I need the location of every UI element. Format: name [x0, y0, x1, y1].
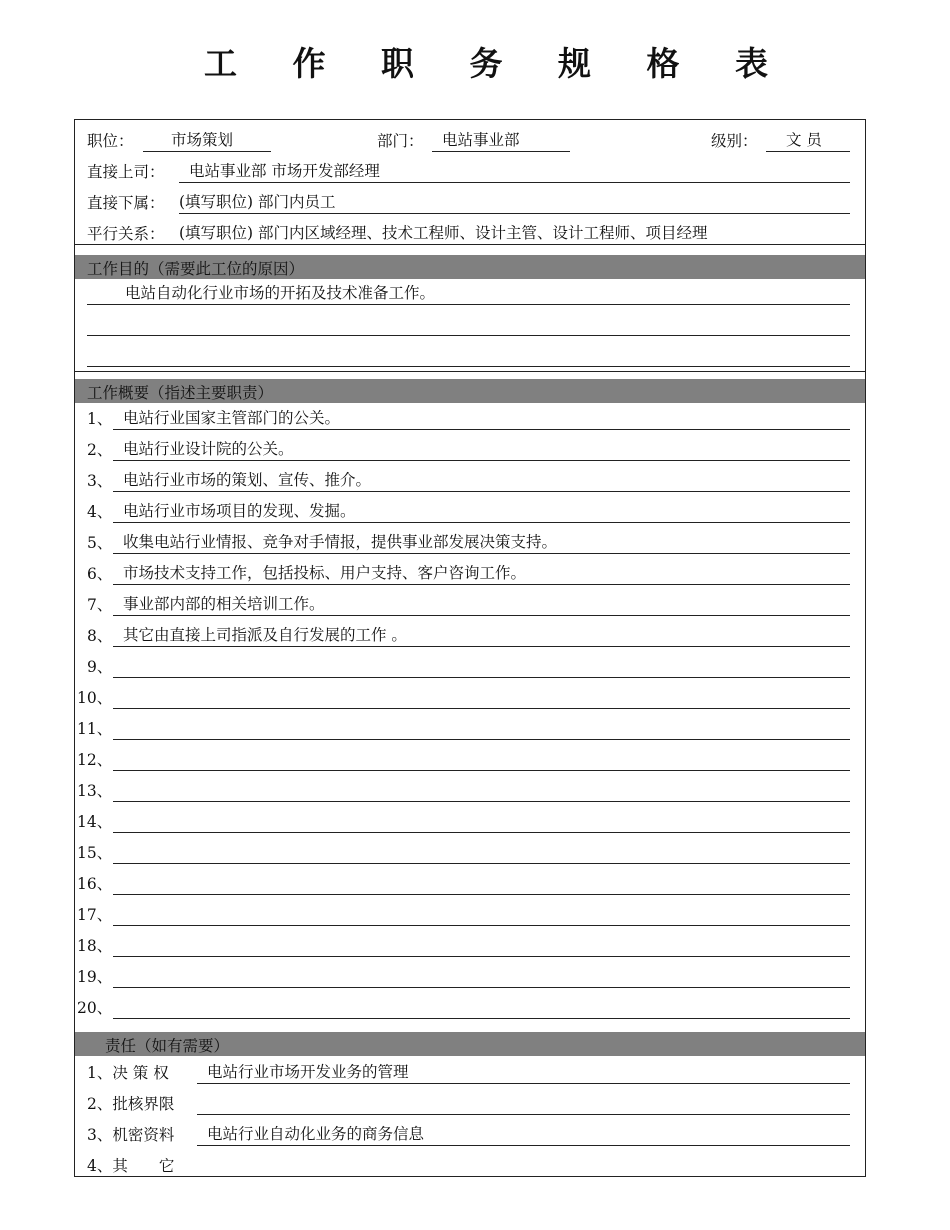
summary-item-field[interactable]: [113, 531, 850, 554]
responsibility-item-label: 4、其 它: [87, 1157, 175, 1175]
summary-item-field[interactable]: [113, 903, 850, 926]
summary-item-field[interactable]: [113, 965, 850, 988]
peer-label: 平行关系：: [87, 225, 165, 243]
summary-item: [75, 588, 865, 619]
supervisor-label: 直接上司：: [87, 163, 165, 181]
summary-item-field[interactable]: [113, 624, 850, 647]
summary-item-field[interactable]: [113, 469, 850, 492]
summary-item-number: 5、: [87, 534, 113, 552]
responsibility-item: [75, 1149, 865, 1180]
summary-item-number: 17、: [77, 906, 113, 924]
summary-item-text: 电站行业市场项目的发现、发掘。: [123, 502, 356, 520]
responsibility-item-field[interactable]: [197, 1061, 850, 1084]
summary-item: [75, 743, 865, 774]
responsibility-item-text: 电站行业市场开发业务的管理: [207, 1063, 409, 1081]
purpose-line-field[interactable]: [87, 282, 850, 305]
summary-item-number: 6、: [87, 565, 113, 583]
responsibility-item-label: 3、机密资料: [87, 1126, 175, 1144]
summary-item-text: 其它由直接上司指派及自行发展的工作 。: [123, 626, 407, 644]
purpose-line: [75, 277, 865, 308]
summary-item-field[interactable]: [113, 407, 850, 430]
purpose-line-field[interactable]: [87, 313, 850, 336]
summary-item-number: 13、: [77, 782, 113, 800]
subordinate-value: (填写职位) 部门内员工: [179, 193, 336, 211]
responsibility-item-field[interactable]: [197, 1154, 850, 1177]
summary-item: [75, 898, 865, 929]
summary-item-number: 11、: [77, 720, 113, 738]
summary-item-number: 8、: [87, 627, 113, 645]
purpose-line: [75, 308, 865, 339]
page-title: 工 作 职 务 规 格 表: [204, 44, 790, 83]
summary-item-text: 电站行业市场的策划、宣传、推介。: [123, 471, 372, 489]
summary-item: [75, 991, 865, 1022]
level-label: 级别：: [711, 132, 758, 150]
summary-item: [75, 774, 865, 805]
position-field[interactable]: [143, 129, 271, 152]
summary-item-text: 电站行业设计院的公关。: [123, 440, 294, 458]
responsibility-item-field[interactable]: [197, 1123, 850, 1146]
position-label: 职位：: [87, 132, 134, 150]
summary-item-number: 12、: [77, 751, 113, 769]
subordinate-label: 直接下属：: [87, 194, 165, 212]
purpose-line-text: 电站自动化行业市场的开拓及技术准备工作。: [125, 284, 436, 302]
summary-item: [75, 805, 865, 836]
peer-field[interactable]: [179, 222, 850, 245]
summary-item-number: 15、: [77, 844, 113, 862]
summary-heading: [75, 379, 865, 403]
summary-item-number: 1、: [87, 410, 113, 428]
divider: [75, 371, 865, 372]
responsibility-heading: [75, 1032, 865, 1056]
job-spec-form: [74, 119, 866, 1177]
summary-item: [75, 557, 865, 588]
summary-item: [75, 495, 865, 526]
summary-item-text: 事业部内部的相关培训工作。: [123, 595, 325, 613]
summary-item-field[interactable]: [113, 810, 850, 833]
responsibility-heading-text: 责任（如有需要）: [105, 1037, 230, 1055]
summary-item-field[interactable]: [113, 779, 850, 802]
responsibility-item-label: 1、决 策 权: [87, 1064, 169, 1082]
department-value: 电站事业部: [442, 131, 520, 149]
summary-item-number: 16、: [77, 875, 113, 893]
summary-item: [75, 929, 865, 960]
summary-item-field[interactable]: [113, 655, 850, 678]
summary-item-field[interactable]: [113, 500, 850, 523]
supervisor-field[interactable]: [179, 160, 850, 183]
responsibility-item: [75, 1087, 865, 1118]
summary-item-text: 市场技术支持工作，包括投标、用户支持、客户咨询工作。: [123, 564, 527, 582]
level-field[interactable]: [766, 129, 850, 152]
summary-item-number: 7、: [87, 596, 113, 614]
summary-item-number: 18、: [77, 937, 113, 955]
summary-item: [75, 712, 865, 743]
department-field[interactable]: [432, 129, 570, 152]
summary-item-field[interactable]: [113, 841, 850, 864]
summary-item-text: 收集电站行业情报、竞争对手情报，提供事业部发展决策支持。: [123, 533, 558, 551]
summary-item: [75, 464, 865, 495]
summary-item: [75, 836, 865, 867]
responsibility-item: [75, 1118, 865, 1149]
summary-item-number: 3、: [87, 472, 113, 490]
level-value: 文 员: [786, 131, 822, 149]
summary-item-field[interactable]: [113, 686, 850, 709]
summary-item-field[interactable]: [113, 438, 850, 461]
responsibility-item-text: 电站行业自动化业务的商务信息: [207, 1125, 425, 1143]
purpose-heading-text: 工作目的（需要此工位的原因）: [87, 260, 305, 278]
header-row-position: [75, 124, 865, 155]
header-row-supervisor: [75, 155, 865, 186]
summary-item-number: 10、: [77, 689, 113, 707]
summary-item-field[interactable]: [113, 748, 850, 771]
purpose-heading: [75, 255, 865, 279]
peer-value: (填写职位) 部门内区域经理、技术工程师、设计主管、设计工程师、项目经理: [179, 224, 708, 242]
responsibility-item: [75, 1056, 865, 1087]
summary-item: [75, 402, 865, 433]
summary-item-number: 2、: [87, 441, 113, 459]
purpose-line: [75, 339, 865, 370]
summary-item: [75, 867, 865, 898]
summary-item: [75, 619, 865, 650]
summary-item-number: 14、: [77, 813, 113, 831]
responsibility-item-field[interactable]: [197, 1092, 850, 1115]
divider: [75, 244, 865, 245]
summary-item-field[interactable]: [113, 562, 850, 585]
summary-item-text: 电站行业国家主管部门的公关。: [123, 409, 341, 427]
summary-heading-text: 工作概要（指述主要职责）: [87, 384, 274, 402]
summary-item-number: 19、: [77, 968, 113, 986]
summary-item: [75, 526, 865, 557]
summary-item-field[interactable]: [113, 996, 850, 1019]
subordinate-field[interactable]: [179, 191, 850, 214]
summary-item: [75, 681, 865, 712]
header-row-subordinate: [75, 186, 865, 217]
summary-item-field[interactable]: [113, 593, 850, 616]
summary-item: [75, 433, 865, 464]
purpose-line-field[interactable]: [87, 344, 850, 367]
summary-item: [75, 960, 865, 991]
summary-item-number: 4、: [87, 503, 113, 521]
summary-item-number: 9、: [87, 658, 113, 676]
responsibility-item-label: 2、批核界限: [87, 1095, 175, 1113]
summary-item-field[interactable]: [113, 934, 850, 957]
department-label: 部门：: [377, 132, 424, 150]
summary-item-number: 20、: [77, 999, 113, 1017]
summary-item: [75, 650, 865, 681]
summary-item-field[interactable]: [113, 872, 850, 895]
supervisor-value: 电站事业部 市场开发部经理: [189, 162, 380, 180]
summary-item-field[interactable]: [113, 717, 850, 740]
position-value: 市场策划: [171, 131, 234, 149]
